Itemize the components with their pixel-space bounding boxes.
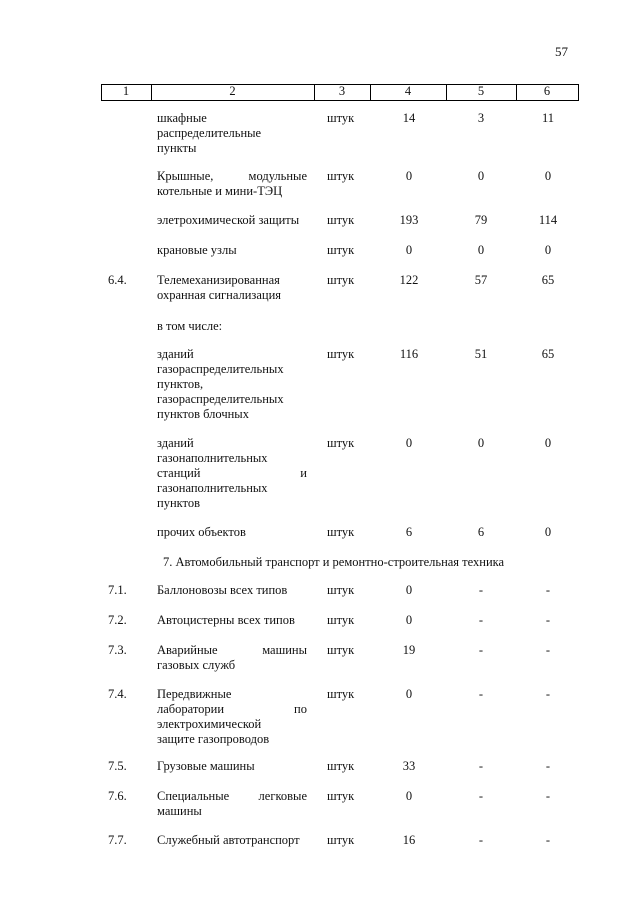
row-number: 7.6. (108, 789, 127, 803)
row-name-line: шкафные (157, 111, 207, 125)
row-name-line: Грузовые машины (157, 759, 255, 773)
row-name (157, 169, 307, 199)
row-value-col4: 0 (405, 789, 413, 803)
row-name (157, 583, 307, 598)
row-name-line: электрохимической (157, 717, 262, 731)
row-name-line: крановые узлы (157, 243, 237, 257)
section-heading: 7. Автомобильный транспорт и ремонтно-строительная техника (163, 555, 505, 569)
row-name-line: прочих объектов (157, 525, 246, 539)
row-number: 7.7. (108, 833, 127, 847)
row-value-col6: - (545, 789, 551, 803)
row-unit: штук (327, 687, 355, 701)
row-name (157, 436, 307, 511)
row-value-col6: - (545, 583, 551, 597)
row-name-line: Крышные, модульные (157, 169, 307, 183)
row-value-col5: 6 (477, 525, 485, 539)
row-value-col6: 0 (544, 525, 552, 539)
row-name-line: охранная сигнализация (157, 288, 282, 302)
row-name-line: пунктов, (157, 377, 204, 391)
row-name-line: зданий (157, 347, 194, 361)
row-number: 6.4. (108, 273, 127, 287)
row-unit: штук (327, 111, 355, 125)
row-name (157, 613, 307, 628)
row-number: 7.3. (108, 643, 127, 657)
row-unit: штук (327, 583, 355, 597)
row-value-col4: 0 (405, 436, 413, 450)
row-name-line: зданий (157, 436, 194, 450)
row-value-col5: 51 (474, 347, 488, 361)
row-number: 7.5. (108, 759, 127, 773)
row-name (157, 319, 307, 334)
row-name (157, 273, 307, 303)
row-value-col4: 6 (405, 525, 413, 539)
row-value-col6: - (545, 613, 551, 627)
row-number: 7.4. (108, 687, 127, 701)
row-name (157, 833, 307, 848)
header-col-4: 4 (404, 84, 412, 98)
row-value-col4: 0 (405, 583, 413, 597)
header-divider (578, 84, 579, 100)
row-name (157, 111, 307, 156)
row-unit: штук (327, 833, 355, 847)
row-value-col5: - (478, 833, 484, 847)
row-name-line: лаборатории по (157, 702, 307, 716)
header-col-1: 1 (122, 84, 130, 98)
row-value-col6: - (545, 687, 551, 701)
row-value-col6: 11 (541, 111, 555, 125)
row-unit: штук (327, 643, 355, 657)
row-value-col4: 16 (402, 833, 416, 847)
row-value-col5: 79 (474, 213, 488, 227)
row-name (157, 243, 307, 258)
header-col-2: 2 (229, 84, 236, 98)
row-name (157, 525, 307, 540)
row-name-line: газонаполнительных (157, 451, 268, 465)
row-value-col6: - (545, 759, 551, 773)
row-value-col6: - (545, 833, 551, 847)
row-value-col4: 0 (405, 169, 413, 183)
row-name-line: распределительные (157, 126, 262, 140)
row-value-col4: 116 (399, 347, 419, 361)
row-value-col5: - (478, 759, 484, 773)
row-name-line: пунктов блочных (157, 407, 249, 421)
row-value-col6: 65 (541, 347, 555, 361)
row-number: 7.2. (108, 613, 127, 627)
row-unit: штук (327, 436, 355, 450)
row-value-col5: 0 (477, 436, 485, 450)
header-col-3: 3 (338, 84, 346, 98)
row-name-line: пункты (157, 141, 197, 155)
row-value-col5: 0 (477, 243, 485, 257)
row-name-line: Аварийные машины (157, 643, 307, 657)
row-name-line: Баллоновозы всех типов (157, 583, 288, 597)
row-name-line: Телемеханизированная (157, 273, 280, 287)
row-name-line: газовых служб (157, 658, 236, 672)
row-value-col5: 3 (477, 111, 485, 125)
row-value-col4: 0 (405, 687, 413, 701)
row-unit: штук (327, 759, 355, 773)
page-number: 57 (555, 44, 568, 59)
row-name (157, 213, 307, 228)
row-value-col5: 0 (477, 169, 485, 183)
row-value-col6: 0 (544, 436, 552, 450)
row-name-line: Передвижные (157, 687, 232, 701)
row-name-line: Служебный автотранспорт (157, 833, 300, 847)
row-name-line: газораспределительных (157, 392, 284, 406)
header-col-6: 6 (543, 84, 551, 98)
row-unit: штук (327, 273, 355, 287)
row-value-col4: 33 (402, 759, 416, 773)
row-value-col5: - (478, 643, 484, 657)
row-name-line: станций и (157, 466, 307, 480)
row-value-col5: - (478, 583, 484, 597)
row-value-col6: 0 (544, 243, 552, 257)
row-name-line: газонаполнительных (157, 481, 268, 495)
row-value-col5: 57 (474, 273, 488, 287)
row-name-line: в том числе: (157, 319, 223, 333)
row-name (157, 347, 307, 422)
row-value-col4: 14 (402, 111, 416, 125)
row-name (157, 759, 307, 774)
row-name (157, 643, 307, 673)
row-value-col6: 114 (538, 213, 558, 227)
row-name-line: котельные и мини-ТЭЦ (157, 184, 283, 198)
row-number: 7.1. (108, 583, 127, 597)
row-name (157, 789, 307, 819)
row-unit: штук (327, 213, 355, 227)
header-col-5: 5 (477, 84, 485, 98)
row-unit: штук (327, 789, 355, 803)
row-value-col6: - (545, 643, 551, 657)
row-unit: штук (327, 347, 355, 361)
row-value-col4: 19 (402, 643, 416, 657)
row-value-col5: - (478, 687, 484, 701)
row-name-line: пунктов (157, 496, 200, 510)
row-unit: штук (327, 243, 355, 257)
row-value-col4: 193 (399, 213, 419, 227)
row-name (157, 687, 307, 747)
row-value-col4: 0 (405, 243, 413, 257)
row-name-line: элетрохимической защиты (157, 213, 300, 227)
row-value-col4: 122 (399, 273, 419, 287)
row-unit: штук (327, 169, 355, 183)
row-name-line: защите газопроводов (157, 732, 270, 746)
row-unit: штук (327, 525, 355, 539)
row-name-line: Автоцистерны всех типов (157, 613, 295, 627)
row-name-line: газораспределительных (157, 362, 284, 376)
row-name-line: машины (157, 804, 202, 818)
row-value-col5: - (478, 613, 484, 627)
row-value-col5: - (478, 789, 484, 803)
row-value-col6: 0 (544, 169, 552, 183)
row-name-line: Специальные легковые (157, 789, 307, 803)
row-unit: штук (327, 613, 355, 627)
row-value-col6: 65 (541, 273, 555, 287)
row-value-col4: 0 (405, 613, 413, 627)
